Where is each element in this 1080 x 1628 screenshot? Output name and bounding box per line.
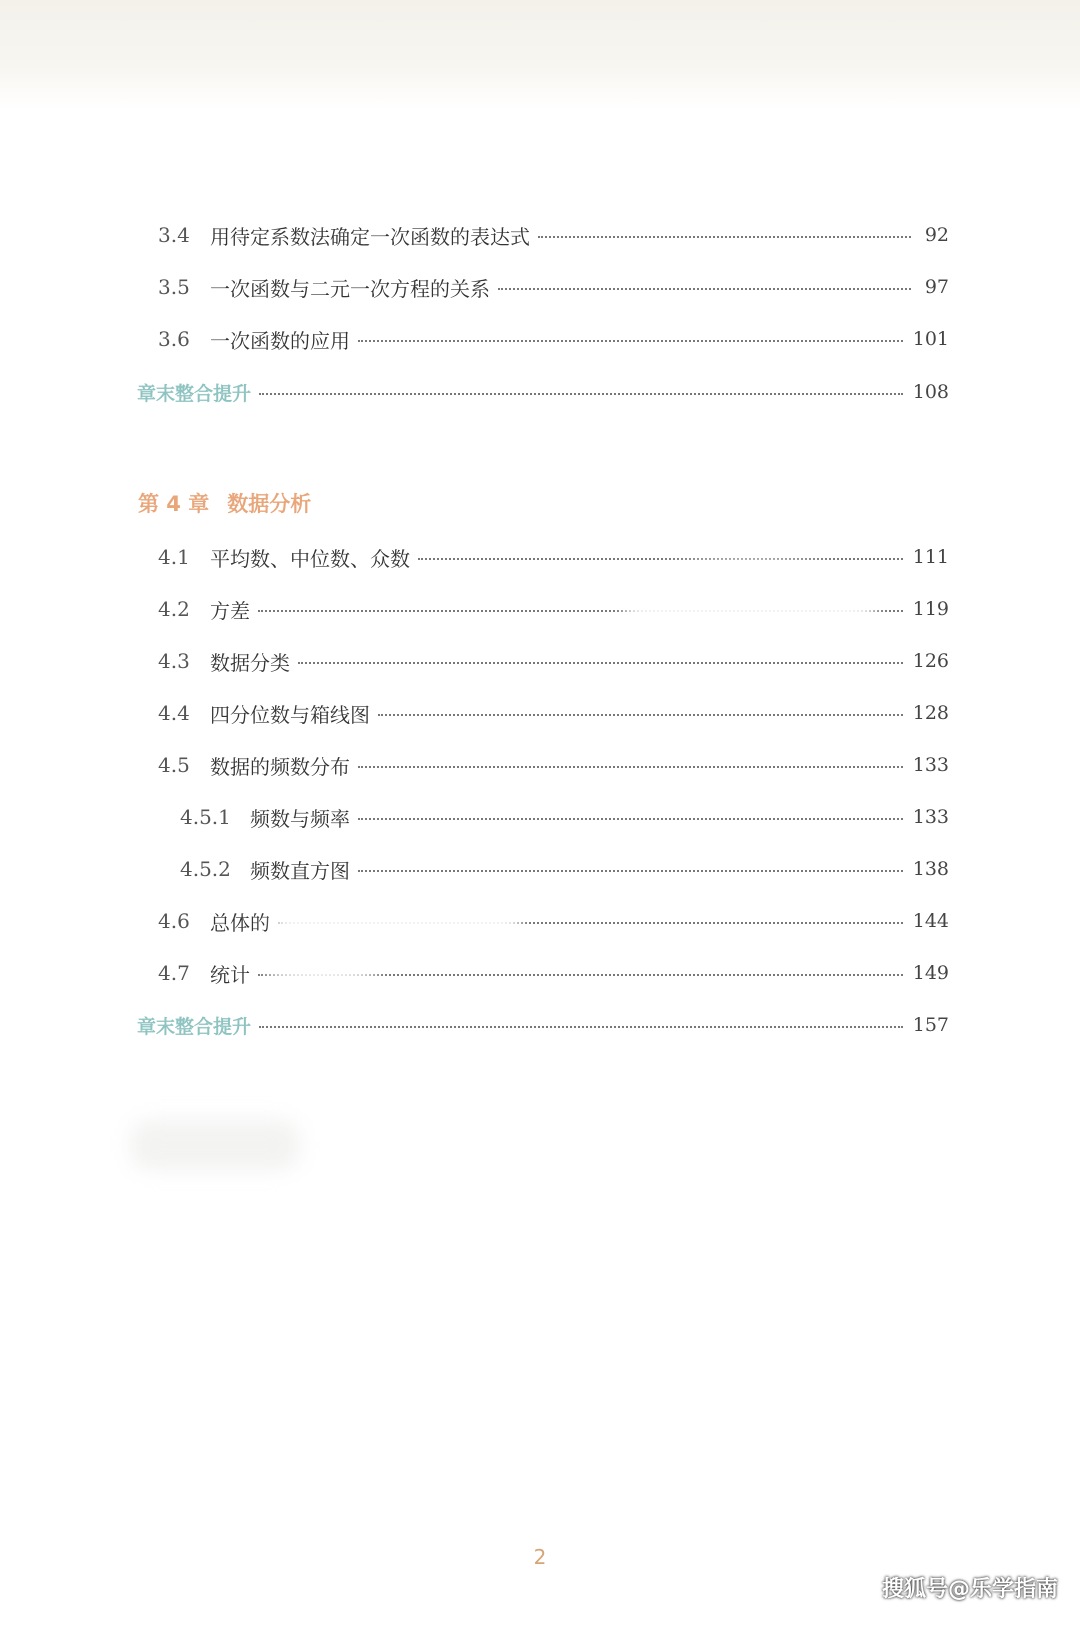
toc-entry-3-4[interactable] <box>158 218 949 252</box>
entry-page: 97 <box>924 276 949 298</box>
dot-leader <box>538 236 911 238</box>
entry-number: 3.4 <box>158 223 190 247</box>
scan-smudge <box>130 1120 300 1170</box>
toc-entry-4-5-2[interactable] <box>180 852 949 886</box>
toc-entry-4-4[interactable] <box>158 696 949 730</box>
entry-number: 4.5.1 <box>180 805 231 829</box>
entry-page: 144 <box>912 910 949 932</box>
dot-leader <box>378 714 903 716</box>
page-number: 2 <box>533 1545 547 1569</box>
entry-page: 92 <box>924 224 949 246</box>
summary-title: 章末整合提升 <box>137 1015 252 1038</box>
entry-page: 133 <box>912 754 949 776</box>
entry-number: 3.6 <box>158 327 190 351</box>
dot-leader <box>358 340 903 342</box>
entry-number: 4.3 <box>158 649 190 673</box>
toc-entry-chapter3-summary[interactable] <box>137 375 949 409</box>
scan-smudge <box>620 560 880 640</box>
chapter-label: 第 4 章 <box>138 492 210 516</box>
entry-page: 138 <box>912 858 949 880</box>
entry-number: 4.5 <box>158 753 190 777</box>
entry-page: 157 <box>912 1014 949 1036</box>
entry-page: 149 <box>912 962 949 984</box>
summary-title: 章末整合提升 <box>137 382 252 405</box>
chapter-heading[interactable] <box>138 488 311 518</box>
entry-title: 统计 <box>210 962 250 987</box>
chapter-title: 数据分析 <box>227 492 312 516</box>
scan-smudge <box>262 944 382 984</box>
dot-leader <box>298 662 903 664</box>
dot-leader <box>498 288 911 290</box>
entry-number: 4.1 <box>158 545 190 569</box>
entry-title: 数据分类 <box>210 650 290 675</box>
entry-title: 四分位数与箱线图 <box>210 702 370 727</box>
scan-smudge <box>272 890 522 950</box>
watermark-text: 搜狐号@乐学指南 <box>881 1577 1058 1602</box>
entry-title: 平均数、中位数、众数 <box>210 546 410 571</box>
entry-page: 126 <box>912 650 949 672</box>
entry-number: 4.2 <box>158 597 190 621</box>
entry-page: 111 <box>912 546 949 568</box>
dot-leader <box>418 558 903 560</box>
toc-entry-3-6[interactable] <box>158 322 949 356</box>
dot-leader <box>358 870 903 872</box>
entry-title: 频数与频率 <box>250 806 350 831</box>
entry-title: 数据的频数分布 <box>210 754 350 779</box>
dot-leader <box>259 393 903 395</box>
dot-leader <box>358 818 903 820</box>
entry-number: 3.5 <box>158 275 190 299</box>
entry-page: 101 <box>912 328 949 350</box>
entry-title: 一次函数的应用 <box>210 328 350 353</box>
toc-entry-4-5-1[interactable] <box>180 800 949 834</box>
entry-number: 4.7 <box>158 961 190 985</box>
entry-title: 方差 <box>210 598 250 623</box>
entry-title: 一次函数与二元一次方程的关系 <box>210 276 490 301</box>
entry-title: 用待定系数法确定一次函数的表达式 <box>210 224 530 249</box>
entry-title: 频数直方图 <box>250 858 350 883</box>
toc-entry-3-5[interactable] <box>158 270 949 304</box>
entry-page: 108 <box>912 381 949 403</box>
entry-title: 总体的 <box>210 910 270 935</box>
entry-number: 4.6 <box>158 909 190 933</box>
entry-page: 133 <box>912 806 949 828</box>
entry-page: 128 <box>912 702 949 724</box>
toc-entry-4-3[interactable] <box>158 644 949 678</box>
dot-leader <box>259 1026 903 1028</box>
entry-number: 4.4 <box>158 701 190 725</box>
entry-page: 119 <box>912 598 949 620</box>
toc-entry-4-5[interactable] <box>158 748 949 782</box>
toc-entry-chapter4-summary[interactable] <box>137 1008 949 1042</box>
entry-number: 4.5.2 <box>180 857 231 881</box>
dot-leader <box>358 766 903 768</box>
